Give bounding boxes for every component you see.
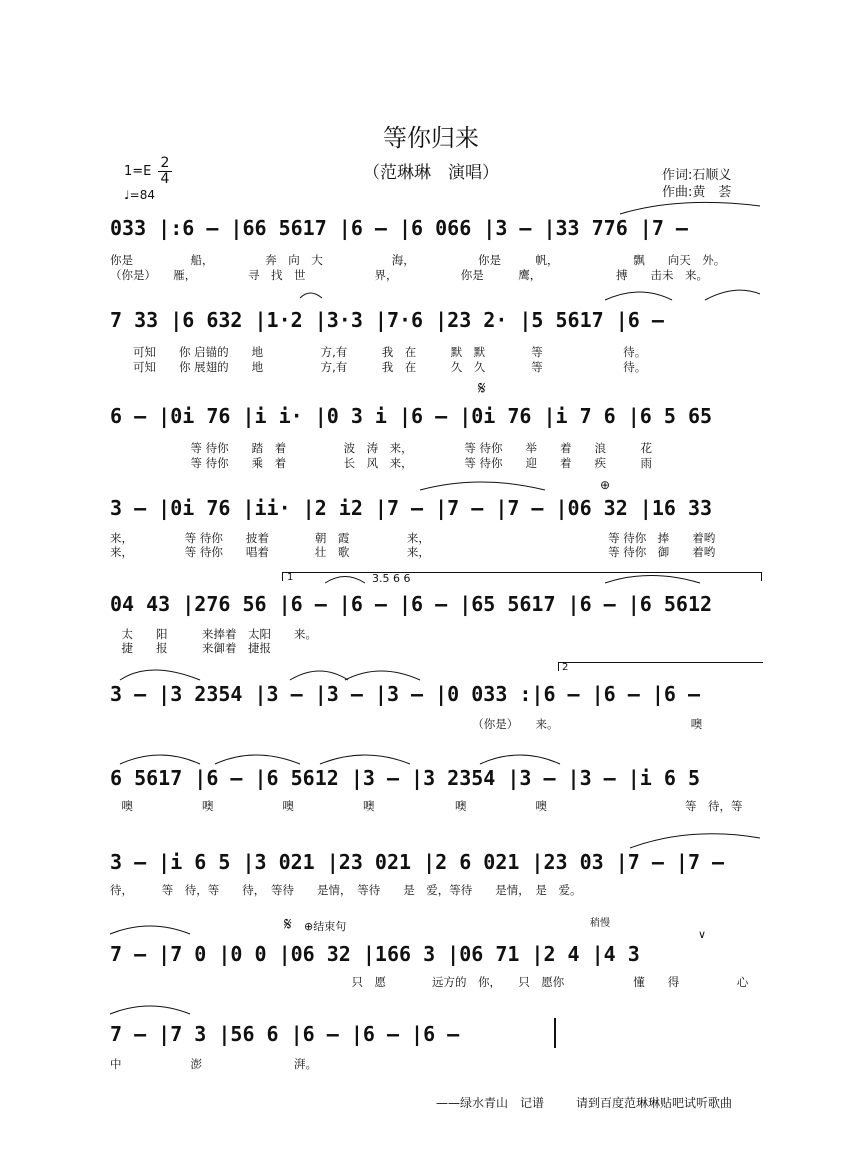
- volta-2-label: 2: [562, 662, 569, 673]
- lyric-line: 来， 等 待你 披着 朝 霞 来， 等 待你 捧 着哟: [110, 531, 716, 545]
- singer-credit: （范琳琳 演唱）: [363, 163, 499, 183]
- notation-row: 7 – |7 3 |56 6 |6 – |6 – |6 –: [110, 1022, 460, 1046]
- lyric-line: 等 待你 乘 着 长 风 来， 等 待你 迎 着 疾 雨: [110, 456, 653, 470]
- lyric-line: 等 待你 踏 着 波 涛 来， 等 待你 举 着 浪 花: [110, 441, 653, 455]
- notation-row: 3 – |3 2354 |3 – |3 – |3 – |0 033 :|6 – |6 – |6 –: [110, 682, 701, 706]
- lyricist-credit: 作词:石顺义: [662, 168, 732, 183]
- lyric-line: 可知 你 展翅的 地 方,有 我 在 久 久 等 待。: [110, 360, 647, 374]
- lyric-line: 捷 报 来御着 捷报: [110, 641, 271, 655]
- lyric-line: 你是 船， 奔 向 大 海， 你是 帆， 飘 向天 外。: [110, 253, 726, 267]
- lyric-line: 可知 你 启锚的 地 方,有 我 在 默 默 等 待。: [110, 345, 647, 359]
- notation-row: 7 33 |6 632 |1·2 |3·3 |7·6 |23 2· |5 5617 |6 –: [110, 308, 664, 332]
- cue-notes: 3.5 6 6: [372, 572, 411, 585]
- notation-row: 3 – |i 6 5 |3 021 |23 021 |2 6 021 |23 03 |7 – |7 –: [110, 850, 725, 874]
- tempo-slow-label: 稍慢: [590, 918, 610, 929]
- lyric-line: 太 阳 来捧着 太阳 来。: [110, 627, 317, 641]
- volta-1-label: 1: [287, 572, 294, 583]
- breath-mark: ∨: [698, 928, 707, 941]
- lyric-line: （你是） 来。 噢: [110, 717, 703, 731]
- tempo-marking: ♩=84: [124, 188, 155, 202]
- time-signature-bottom: 4: [160, 171, 170, 187]
- notation-row: 6 5617 |6 – |6 5612 |3 – |3 2354 |3 – |3 – |i 6 5: [110, 766, 701, 790]
- lyric-line: 中 澎 湃。: [110, 1057, 317, 1071]
- key-signature: 1=E: [124, 164, 152, 179]
- coda-icon: ⊕: [600, 478, 611, 492]
- lyric-line: 待， 等 待，等 待， 等待 是情， 等待 是 爱，等待 是情， 是 爱。: [110, 883, 582, 897]
- lyric-line: （你是） 雁， 寻 找 世 界， 你是 鹰， 搏 击未 来。: [110, 268, 708, 282]
- notation-row: 033 |:6 – |66 5617 |6 – |6 066 |3 – |33 776 |7 –: [110, 216, 688, 240]
- notation-row: 6 – |0i 76 |i i· |0 3 i |6 – |0i 76 |i 7 6 |6 5 65: [110, 404, 713, 428]
- notation-row: 04 43 |276 56 |6 – |6 – |6 – |65 5617 |6 – |6 5612: [110, 592, 713, 616]
- lyric-line: 只 愿 远方的 你， 只 愿你 懂 得 心: [110, 975, 749, 989]
- lyric-line: 噢 噢 噢 噢 噢 噢 等 待，等: [110, 799, 743, 813]
- time-signature-top: 2: [158, 156, 172, 172]
- lyric-line: 来， 等 待你 唱着 壮 歌 来， 等 待你 御 着哟: [110, 545, 716, 559]
- segno-icon: 𝄋: [478, 378, 486, 399]
- notation-row: 7 – |7 0 |0 0 |06 32 |166 3 |06 71 |2 4 |4 3: [110, 942, 640, 966]
- notation-row: 3 – |0i 76 |ii· |2 i2 |7 – |7 – |7 – |06 32 |16 33: [110, 496, 713, 520]
- song-title: 等你归来: [383, 124, 479, 152]
- listen-note: 请到百度范琳琳贴吧试听歌曲: [576, 1096, 733, 1110]
- coda-end-label: ⊕结束句: [304, 920, 347, 933]
- transcriber-credit: ——绿水青山 记谱: [436, 1096, 545, 1110]
- composer-credit: 作曲:黄 荟: [662, 185, 732, 200]
- segno-icon: 𝄋: [284, 914, 292, 935]
